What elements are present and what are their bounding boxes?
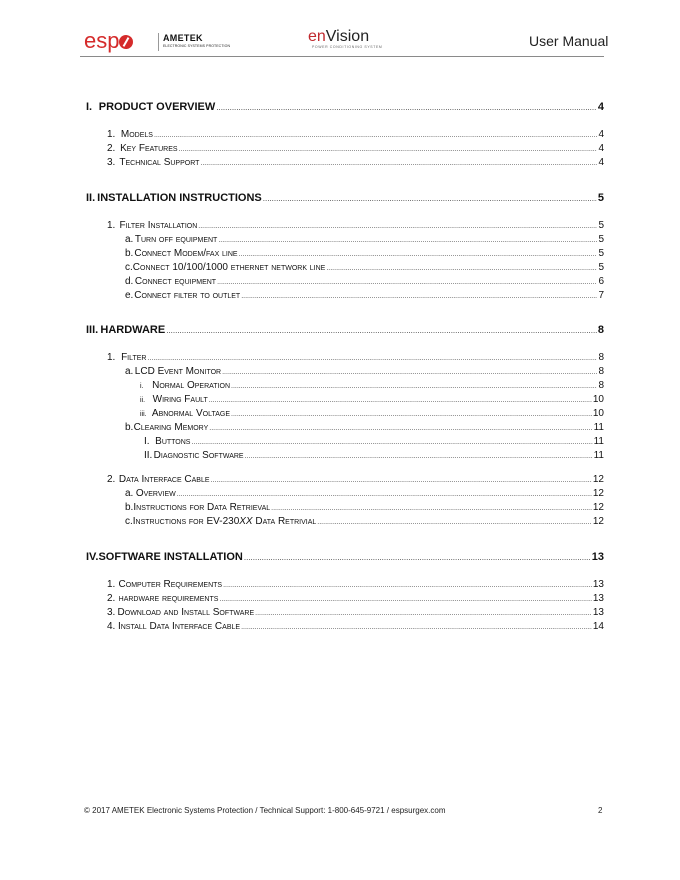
page-footer: © 2017 AMETEK Electronic Systems Protection / Technical Support: 1-800-645-9721 / espsurgex.com: [84, 806, 446, 815]
toc-item-technical-support[interactable]: 3. Technical Support ..... 4: [107, 157, 604, 168]
ametek-logo-subtitle: ELECTRONIC SYSTEMS PROTECTION: [163, 44, 231, 48]
toc-item-hardware-requirements[interactable]: 2. hardware requirements ..... 13: [107, 593, 604, 604]
toc-item-filter-installation[interactable]: 1. Filter Installation ..... 5: [107, 220, 604, 231]
toc-item-data-interface-cable[interactable]: 2. Data Interface Cable ..... 12: [107, 474, 604, 485]
toc-item-normal-operation[interactable]: i. Normal Operation ..... 8: [140, 380, 604, 391]
toc-item-abnormal-voltage[interactable]: iii. Abnormal Voltage ..... 10: [140, 408, 604, 419]
toc-item-diagnostic-software[interactable]: II. Diagnostic Software ..... 11: [144, 450, 604, 461]
toc-item-key-features[interactable]: 2. Key Features ..... 4: [107, 143, 604, 154]
document-title: User Manual: [529, 33, 609, 49]
toc-section-product-overview[interactable]: I. PRODUCT OVERVIEW ..... 4: [86, 101, 604, 113]
toc-item-models[interactable]: 1. Models ..... 4: [107, 129, 604, 140]
page-number: 2: [598, 806, 603, 815]
page-header: [0, 0, 680, 58]
toc-item-computer-requirements[interactable]: 1. Computer Requirements ..... 13: [107, 579, 604, 590]
toc-item-overview[interactable]: a. Overview ..... 12: [125, 488, 604, 499]
logo-divider: [158, 33, 159, 51]
toc-item-instructions-data-retrieval[interactable]: b. Instructions for Data Retrieval ..... 12: [125, 502, 604, 513]
header-divider: [80, 56, 604, 57]
esp-swoosh-icon: [119, 35, 133, 49]
envision-logo: enVision: [308, 28, 370, 45]
toc-item-clearing-memory[interactable]: b. Clearing Memory ..... 11: [125, 422, 604, 433]
toc-item-instructions-ev230xx[interactable]: c. Instructions for EV-230XX Data Retrivial ..... 12: [125, 516, 604, 527]
toc-item-turn-off-equipment[interactable]: a. Turn off equipment ..... 5: [125, 234, 604, 245]
ametek-logo: AMETEK: [163, 33, 203, 43]
toc-item-lcd-event-monitor[interactable]: a. LCD Event Monitor ..... 8: [125, 366, 604, 377]
toc-item-buttons[interactable]: I. Buttons ..... 11: [144, 436, 604, 447]
toc-item-wiring-fault[interactable]: ii. Wiring Fault ..... 10: [140, 394, 604, 405]
toc-item-connect-modem-fax[interactable]: b. Connect Modem/fax line ..... 5: [125, 248, 604, 259]
toc-item-download-install-software[interactable]: 3. Download and Install Software ..... 13: [107, 607, 604, 618]
toc-section-hardware[interactable]: III. HARDWARE ..... 8: [86, 324, 604, 336]
envision-logo-subtitle: POWER CONDITIONING SYSTEM: [312, 45, 383, 49]
toc-section-installation-instructions[interactable]: II. INSTALLATION INSTRUCTIONS ..... 5: [86, 192, 604, 204]
toc-item-filter[interactable]: 1. Filter ..... 8: [107, 352, 604, 363]
toc-item-install-data-interface-cable[interactable]: 4. Install Data Interface Cable ..... 14: [107, 621, 604, 632]
esp-logo: esp: [84, 34, 133, 49]
toc-item-connect-filter-outlet[interactable]: e. Connect filter to outlet ..... 7: [125, 290, 604, 301]
toc-section-software-installation[interactable]: IV. SOFTWARE INSTALLATION ..... 13: [86, 551, 604, 563]
toc-item-connect-equipment[interactable]: d. Connect equipment ..... 6: [125, 276, 604, 287]
toc-item-connect-ethernet[interactable]: c. Connect 10/100/1000 ethernet network line ..... 5: [125, 262, 604, 273]
